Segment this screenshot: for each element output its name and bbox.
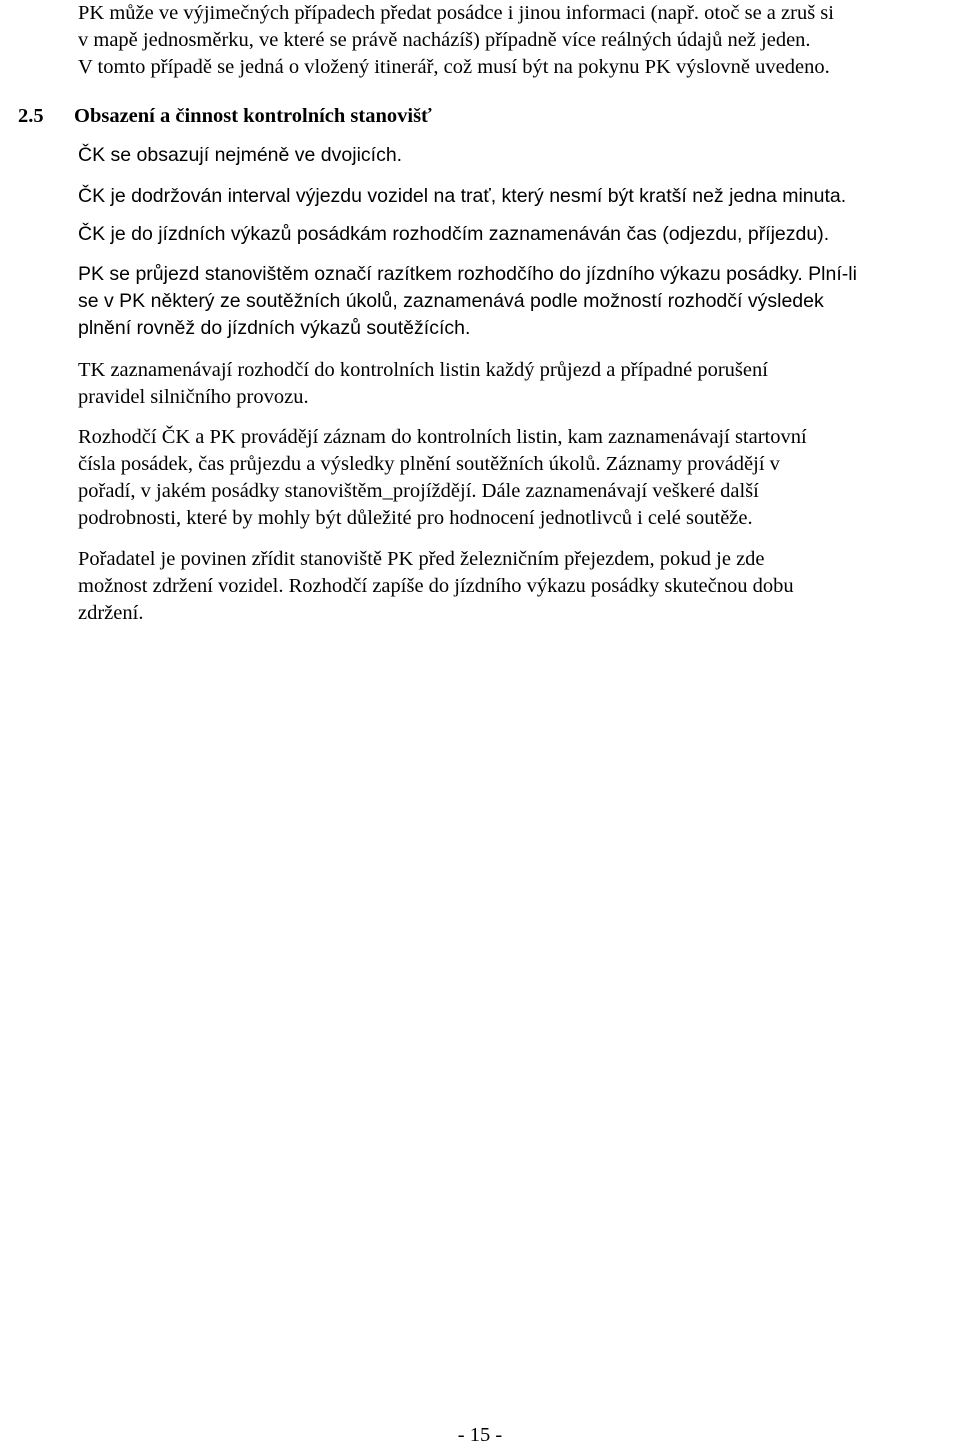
paragraph-line: plnění rovněž do jízdních výkazů soutěžících. — [78, 317, 471, 339]
paragraph-line: Rozhodčí ČK a PK provádějí záznam do kontrolních listin, kam zaznamenávají startovní — [78, 426, 807, 448]
paragraph-line: podrobnosti, které by mohly být důležité pro hodnocení jednotlivců i celé soutěže. — [78, 507, 753, 529]
paragraph — [78, 424, 948, 532]
paragraph-line: možnost zdržení vozidel. Rozhodčí zapíše do jízdního výkazu posádky skutečnou dobu — [78, 575, 794, 597]
intro-line: V tomto případě se jedná o vložený itinerář, což musí být na pokynu PK výslovně uvedeno. — [78, 56, 830, 78]
paragraph-line: ČK je do jízdních výkazů posádkám rozhodčím zaznamenáván čas (odjezdu, příjezdu). — [78, 223, 830, 245]
paragraph — [78, 546, 948, 627]
paragraph-line: pořadí, v jakém posádky stanovištěm_projíždějí. Dále zaznamenávají veškeré další — [78, 480, 759, 502]
intro-line: PK může ve výjimečných případech předat posádce i jinou informaci (např. otoč se a zruš si — [78, 2, 834, 24]
paragraph — [78, 183, 948, 210]
intro-line: v mapě jednosměrku, ve které se právě nacházíš) případně více reálných údajů než jeden. — [78, 29, 811, 51]
paragraph — [78, 142, 948, 169]
section-heading — [18, 103, 432, 130]
paragraph-line: pravidel silničního provozu. — [78, 386, 309, 408]
paragraph — [78, 261, 948, 342]
paragraph-line: zdržení. — [78, 602, 144, 624]
paragraph — [78, 221, 948, 248]
paragraph-line: ČK se obsazují nejméně ve dvojicích. — [78, 144, 403, 166]
intro-paragraph — [78, 0, 948, 81]
paragraph-line: ČK je dodržován interval výjezdu vozidel na trať, který nesmí být kratší než jedna minuta. — [78, 185, 847, 207]
paragraph-line: PK se průjezd stanovištěm označí razítkem rozhodčího do jízdního výkazu posádky. Plní-li — [78, 263, 857, 285]
paragraph-line: Pořadatel je povinen zřídit stanoviště PK před železničním přejezdem, pokud je zde — [78, 548, 765, 570]
section-number: 2.5 — [18, 105, 44, 127]
paragraph-line: TK zaznamenávají rozhodčí do kontrolních listin každý průjezd a případné porušení — [78, 359, 768, 381]
paragraph — [78, 357, 948, 411]
page-number: - 15 - — [457, 1424, 503, 1446]
section-title: Obsazení a činnost kontrolních stanovišť — [74, 105, 432, 127]
paragraph-line: se v PK některý ze soutěžních úkolů, zaznamenává podle možností rozhodčí výsledek — [78, 290, 824, 312]
paragraph-line: čísla posádek, čas průjezdu a výsledky plnění soutěžních úkolů. Záznamy provádějí v — [78, 453, 780, 475]
